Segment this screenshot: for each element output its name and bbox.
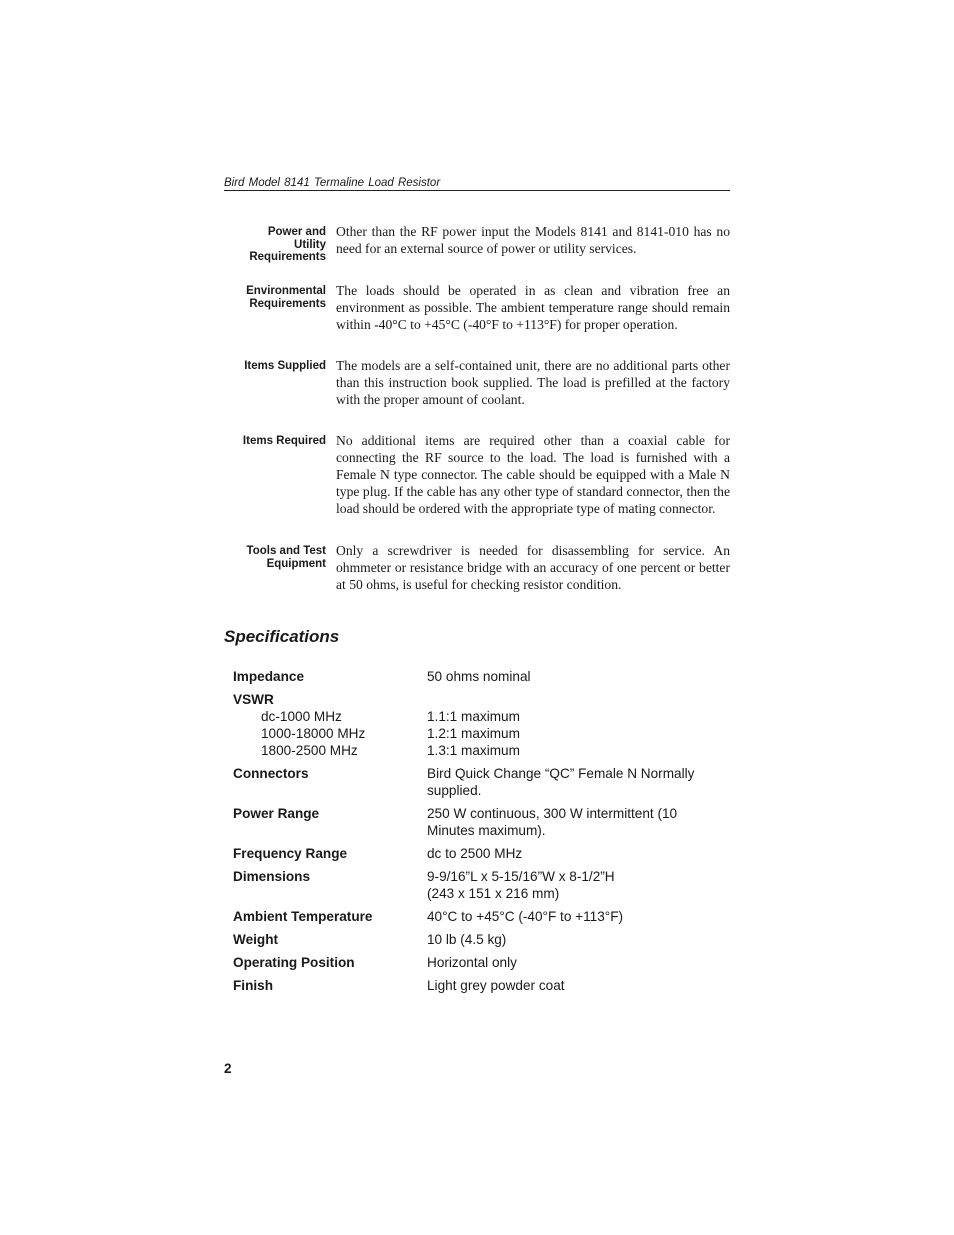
section-text: Other than the RF power input the Models 8141 and 8141-010 has no need for an external source of power or utility services. — [336, 224, 730, 256]
section-text: Only a screwdriver is needed for disassembling for service. An ohmmeter or resistance bridge with an accuracy of one percent or better at 50 ohms, is useful for checking resistor condition. — [336, 543, 730, 592]
section-tools-equipment — [224, 543, 730, 594]
spec-label: Connectors — [233, 766, 309, 781]
spec-value: Bird Quick Change “QC” Female N Normally supplied. — [427, 766, 695, 798]
spec-sublabel: 1800-2500 MHz — [261, 743, 358, 758]
spec-row-connectors — [233, 765, 733, 799]
spec-label: VSWR — [233, 692, 274, 707]
spec-row-frequency-range — [233, 845, 733, 862]
side-label: Tools and Test Equipment — [246, 545, 326, 570]
spec-sublabel: 1000-18000 MHz — [261, 726, 366, 741]
spec-value: 1.2:1 maximum — [427, 726, 520, 741]
spec-row-vswr-title — [233, 691, 733, 708]
spec-row-impedance — [233, 668, 733, 685]
section-text: The loads should be operated in as clean and vibration free an environment as possible. The ambient temperature range should remain within -40°C to +45°C (-40°F to +113°F) for proper operation. — [336, 283, 730, 332]
spec-value: 40°C to +45°C (-40°F to +113°F) — [427, 909, 624, 924]
spec-value — [427, 868, 727, 902]
section-power-utility — [224, 224, 730, 264]
spec-subrow — [233, 708, 733, 725]
spec-label: Weight — [233, 932, 279, 947]
spec-value: Light grey powder coat — [427, 978, 565, 993]
spec-row-finish — [233, 977, 733, 994]
section-items-required — [224, 433, 730, 518]
dimensions-imperial: 9-9/16”L x 5-15/16”W x 8-1/2”H — [427, 869, 615, 884]
dimensions-metric: (243 x 151 x 216 mm) — [427, 886, 560, 901]
side-label: Items Supplied — [244, 360, 326, 372]
spec-label: Impedance — [233, 669, 305, 684]
spec-value: 10 lb (4.5 kg) — [427, 932, 507, 947]
spec-subrow — [233, 725, 733, 742]
spec-row-dimensions — [233, 868, 733, 902]
spec-row-weight — [233, 931, 733, 948]
spec-row-power-range — [233, 805, 733, 839]
spec-label: Ambient Temperature — [233, 909, 373, 924]
spec-sublabel: dc-1000 MHz — [261, 709, 342, 724]
spec-label: Frequency Range — [233, 846, 348, 861]
spec-subrow — [233, 742, 733, 759]
spec-group-vswr — [233, 691, 733, 759]
specifications-table — [233, 668, 733, 1000]
section-text: The models are a self-contained unit, there are no additional parts other than this instruction book supplied. The load is prefilled at the factory with the proper amount of coolant. — [336, 358, 730, 407]
running-header: Bird Model 8141 Termaline Load Resistor — [224, 177, 730, 191]
spec-label: Power Range — [233, 806, 320, 821]
spec-label: Operating Position — [233, 955, 355, 970]
side-label: Items Required — [242, 435, 326, 447]
spec-row-ambient-temperature — [233, 908, 733, 925]
section-environmental — [224, 283, 730, 334]
spec-row-operating-position — [233, 954, 733, 971]
spec-value: 250 W continuous, 300 W intermittent (10 Minutes maximum). — [427, 806, 678, 838]
spec-value: dc to 2500 MHz — [427, 846, 523, 861]
side-label: Power and Utility Requirements — [249, 226, 326, 263]
spec-value: 50 ohms nominal — [427, 669, 531, 684]
spec-value: 1.1:1 maximum — [427, 709, 520, 724]
spec-label: Dimensions — [233, 869, 311, 884]
page-number: 2 — [224, 1061, 232, 1076]
spec-value: 1.3:1 maximum — [427, 743, 520, 758]
spec-label: Finish — [233, 978, 274, 993]
side-label: Environmental Requirements — [246, 285, 326, 310]
specifications-heading: Specifications — [224, 627, 340, 646]
spec-value: Horizontal only — [427, 955, 517, 970]
section-items-supplied — [224, 358, 730, 409]
section-text: No additional items are required other than a coaxial cable for connecting the RF source to the load. The load is furnished with a Female N type connector. The cable should be equipped with a Male N type plug. If the cable has any other type of standard connector, then the load should be ordered with the appropriate type of mating connector. — [336, 433, 730, 516]
